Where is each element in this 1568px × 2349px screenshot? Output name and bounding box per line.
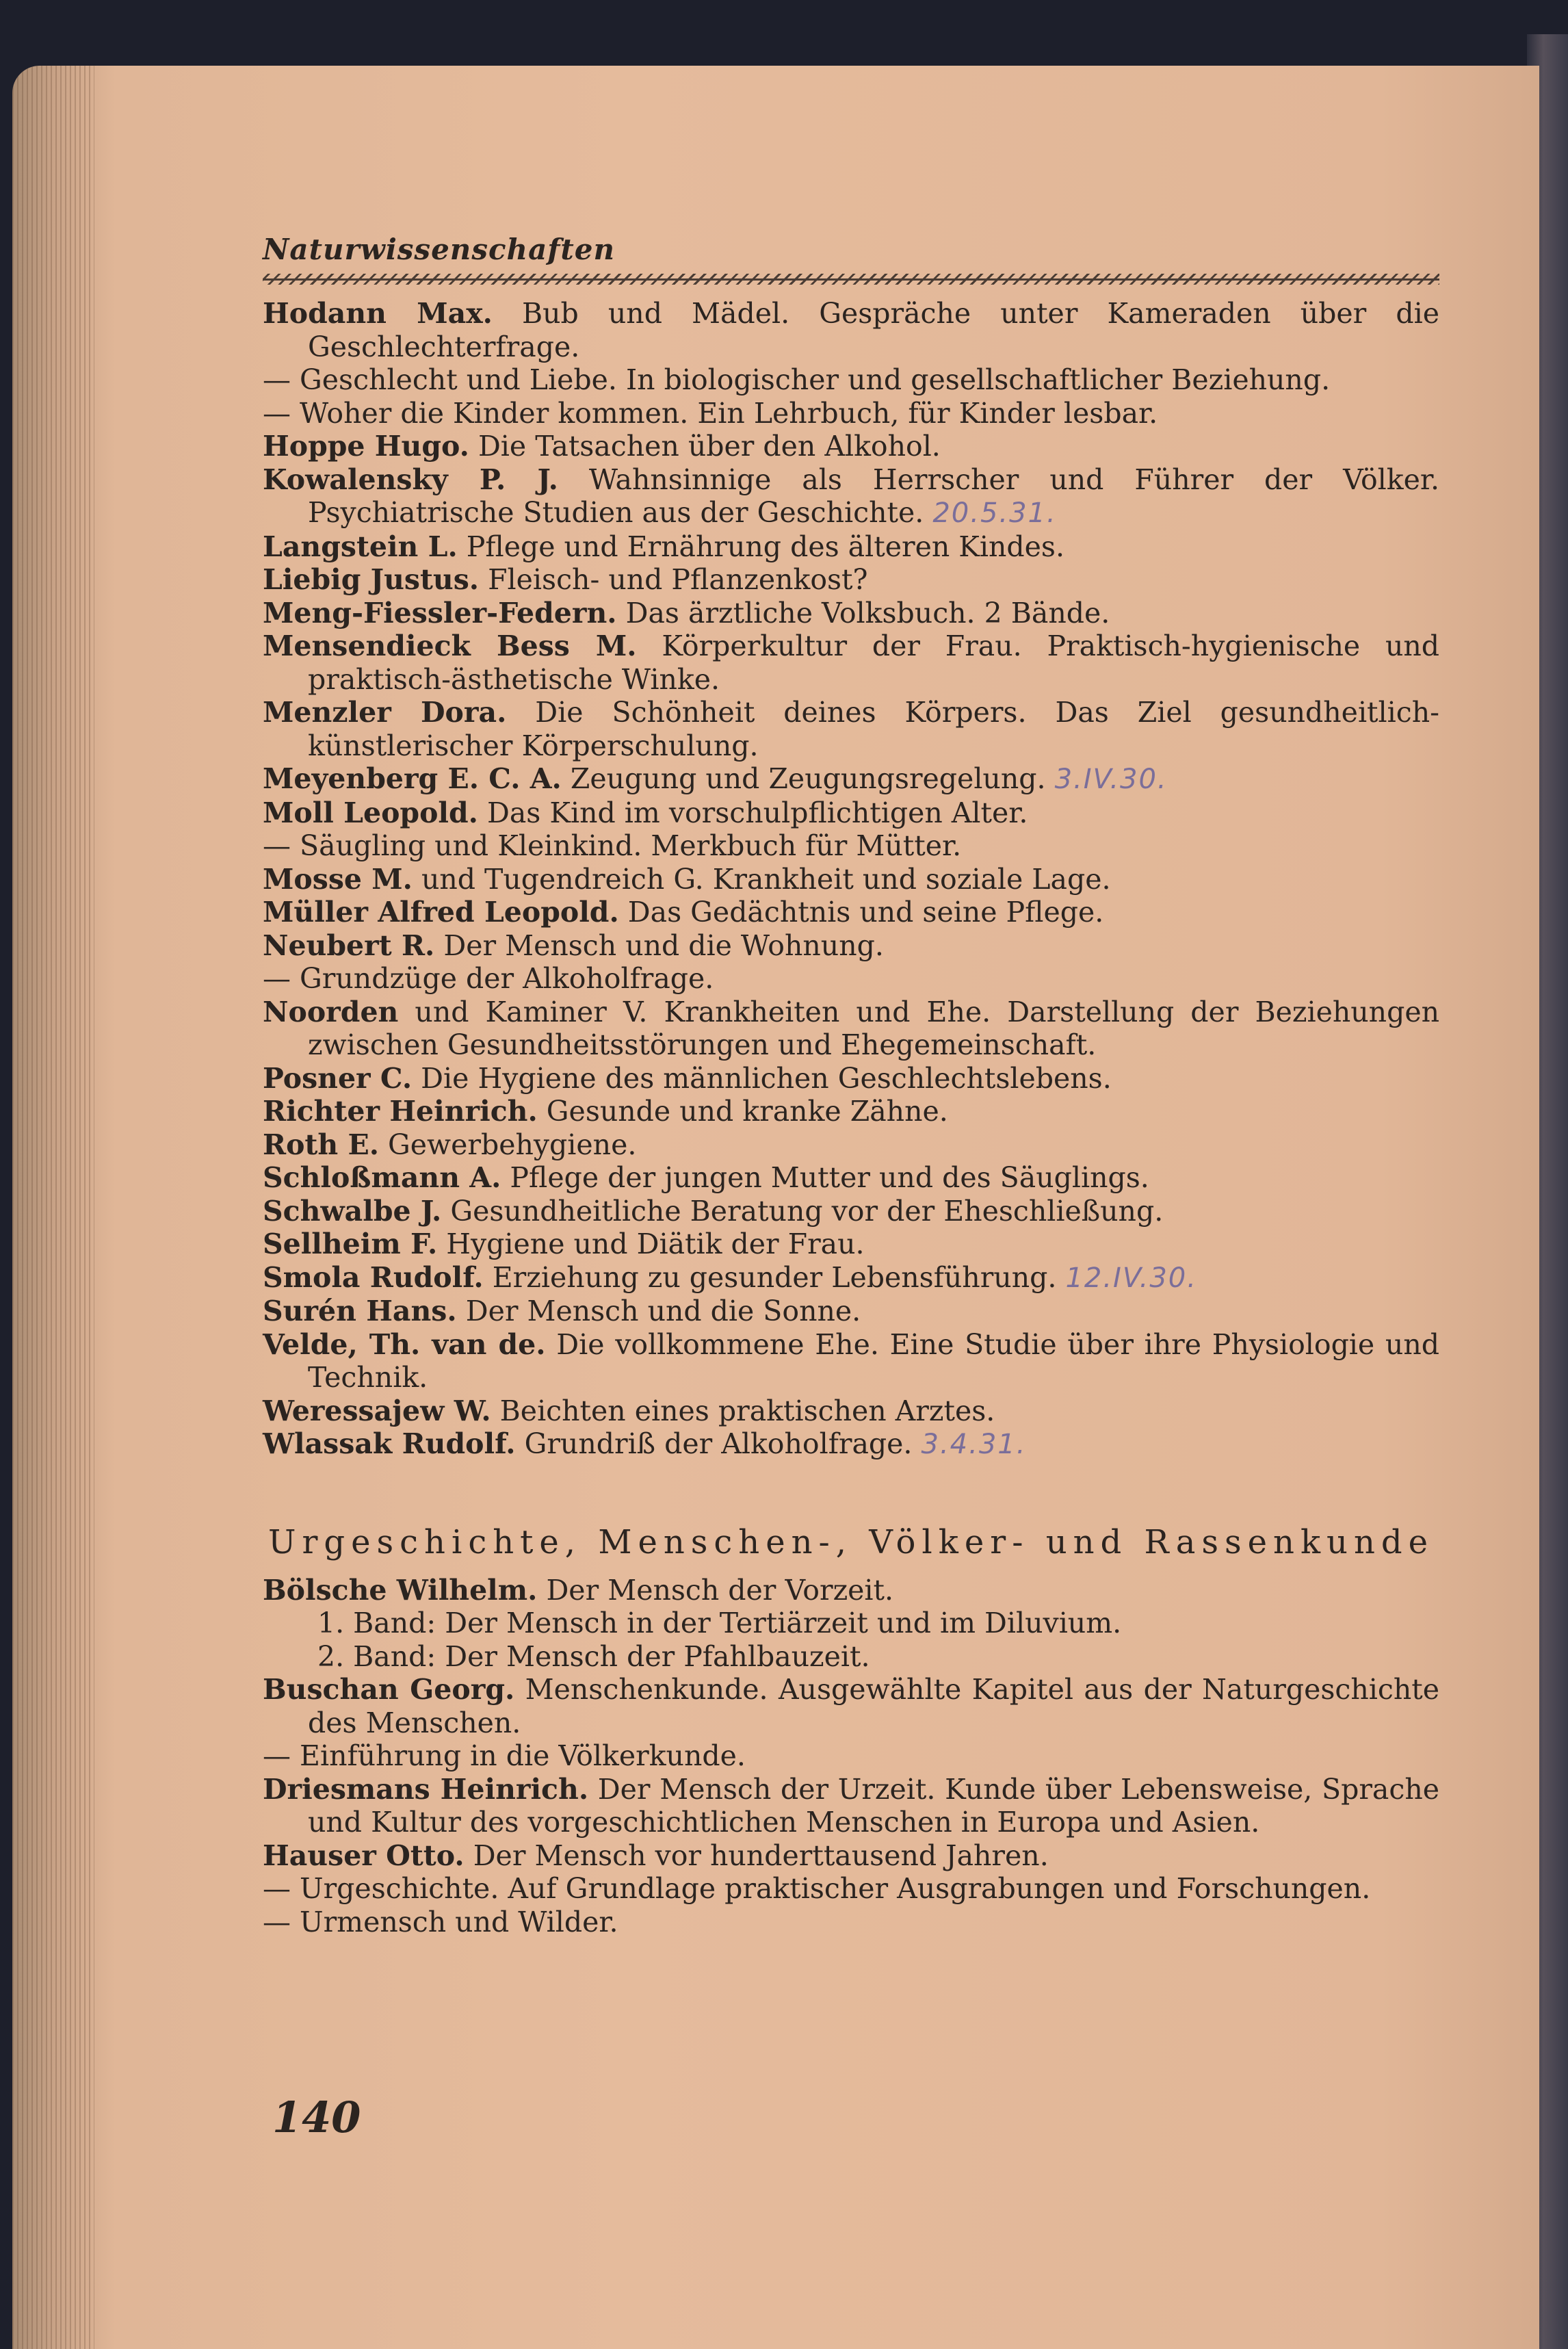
entry-title: Woher die Kinder kommen. Ein Lehrbuch, für Kinder lesbar. [291,396,1158,430]
list-item [263,1394,1439,1428]
list-item [263,1673,1439,1739]
entry-title: Das Gedächtnis und seine Pflege. [618,896,1104,929]
entry-author: Noorden [263,995,399,1028]
entry-list-naturwissenschaften [263,297,1439,1462]
entry-author: Posner C. [263,1061,413,1095]
entry-author: Wlassak Rudolf. [263,1427,516,1460]
entry-title: Gewerbehygiene. [378,1128,637,1161]
section-title: Urgeschichte, Menschen-, Völker- und Rassenkunde [268,1522,1434,1561]
list-item [263,1574,1439,1607]
list-item [263,829,1439,863]
page-content [263,233,1439,1938]
entry-title: Die Tatsachen über den Alkohol. [469,430,941,463]
list-item [263,530,1439,564]
list-item [263,929,1439,963]
entry-title: Säugling und Kleinkind. Merkbuch für Mütter. [291,829,962,862]
list-item [263,996,1439,1062]
ditto-dash: — [263,829,291,862]
entry-author: Bölsche Wilhelm. [263,1573,538,1607]
list-item [263,1839,1439,1873]
list-item [263,1261,1439,1295]
entry-author: Mosse M. [263,862,413,896]
entry-author: Meyenberg E. C. A. [263,762,562,795]
entry-author: Surén Hans. [263,1295,457,1327]
list-item: — Einführung in die Völkerkunde. [263,1739,746,1772]
page-number: 140 [272,2092,361,2142]
entry-title: Grundzüge der Alkoholfrage. [291,962,714,995]
entry-title: Gesunde und kranke Zähne. [537,1095,948,1128]
entry-title: Das ärztliche Volksbuch. 2 Bände. [616,596,1110,630]
entry-title: Pflege der jungen Mutter und des Säuglings. [501,1161,1149,1194]
entry-author: Smola Rudolf. [263,1260,484,1294]
list-item [263,563,1439,597]
entry-title: Urgeschichte. Auf Grundlage praktischer Ausgrabungen und Forschungen. [291,1872,1371,1905]
entry-title: Beichten eines praktischen Arztes. [491,1394,995,1427]
entry-title: Die Hygiene des männlichen Geschlechtslebens. [412,1061,1112,1095]
entry-title: Gesundheitliche Beratung vor der Eheschließung. [441,1194,1164,1228]
entry-author: Hodann Max. [263,297,493,330]
entry-author: Meng-Fiessler-Federn. [263,596,617,630]
list-item [263,1161,1439,1195]
entry-title: Der Mensch und die Wohnung. [434,929,884,962]
entry-author: Müller Alfred Leopold. [263,896,619,929]
list-item: — Urmensch und Wilder. [263,1905,618,1938]
list-item [263,1062,1439,1095]
entry-author: Driesmans Heinrich. [263,1772,589,1806]
list-item: — Urgeschichte. Auf Grundlage praktischer Ausgrabungen und Forschungen. [263,1872,1371,1905]
list-item [263,597,1439,630]
list-item [263,762,1439,796]
entry-title: Fleisch- und Pflanzenkost? [479,563,868,596]
entry-title: Grundriß der Alkoholfrage. [515,1427,913,1460]
entry-title: Menschenkunde. Ausgewählte Kapitel aus der Naturgeschichte des Menschen. [308,1673,1439,1739]
list-item [263,1095,1439,1128]
entry-title: Geschlecht und Liebe. In biologischer und gesellschaftlicher Beziehung. [291,363,1331,396]
entry-author: Buschan Georg. [263,1673,515,1706]
entry-author: Roth E. [263,1128,379,1161]
entry-title: Hygiene und Diätik der Frau. [437,1228,865,1260]
entry-title: Der Mensch der Urzeit. Kunde über Lebensweise, Sprache und Kultur des vorgeschichtlichen Menschen in Europa und Asien. [308,1772,1439,1839]
entry-author: Liebig Justus. [263,563,480,596]
entry-title: Das Kind im vorschulpflichtigen Alter. [478,796,1028,829]
entry-author: Kowalensky P. J. [263,463,558,496]
list-item [263,796,1439,830]
entry-title: Der Mensch und die Sonne. [456,1295,861,1327]
entry-title: Bub und Mädel. Gespräche unter Kameraden über die Geschlechterfrage. [308,297,1439,363]
list-item [263,1427,1439,1462]
entry-title: und Kaminer V. Krankheiten und Ehe. Darstellung der Beziehungen zwischen Gesundheitsstörungen und Ehegemeinschaft. [308,995,1439,1061]
entry-title: Pflege und Ernährung des älteren Kindes. [457,530,1064,563]
list-item [263,896,1439,929]
list-item [263,1228,1439,1261]
entry-author: Menzler Dora. [263,696,507,729]
list-item-sub: 2. Band: Der Mensch der Pfahlbauzeit. [317,1639,870,1673]
entry-title: Urmensch und Wilder. [291,1905,618,1938]
entry-author: Hoppe Hugo. [263,430,469,463]
running-head: Naturwissenschaften [263,233,616,266]
ditto-dash: — [263,363,291,396]
entry-author: Mensendieck Bess M. [263,630,637,662]
page-stack-edges [12,66,94,2349]
list-item [263,463,1439,530]
entry-title: Der Mensch vor hunderttausend Jahren. [464,1839,1049,1872]
entry-author: Neubert R. [263,929,435,962]
list-item [263,297,1439,363]
entry-author: Schwalbe J. [263,1194,442,1228]
list-item [263,397,1439,430]
entry-author: Schloßmann A. [263,1161,501,1194]
ornamental-rule [263,274,1439,285]
list-item [263,962,1439,996]
entry-title: Zeugung und Zeugungsregelung. [561,762,1046,795]
list-item [263,1195,1439,1228]
entry-title: Die Schönheit deines Körpers. Das Ziel gesundheitlich-künstlerischer Körperschulung. [308,696,1439,762]
list-item [263,1328,1439,1394]
list-item [263,696,1439,762]
entry-title: Die vollkommene Ehe. Eine Studie über ihre Physiologie und Technik. [308,1327,1439,1394]
entry-title: Körperkultur der Frau. Praktisch-hygienische und praktisch-ästhetische Winke. [308,630,1439,696]
entry-author: Moll Leopold. [263,796,478,829]
entry-author: Sellheim F. [263,1228,438,1260]
entry-author: Weressajew W. [263,1394,491,1427]
entry-title: Der Mensch der Vorzeit. [537,1573,894,1607]
entry-author: Hauser Otto. [263,1839,465,1872]
handwritten-date-note: 20.5.31. [932,497,1057,529]
list-item [263,430,1439,463]
list-item [263,1128,1439,1162]
entry-author: Langstein L. [263,530,458,563]
ditto-dash: — [263,396,291,430]
entry-title: Erziehung zu gesunder Lebensführung. [483,1260,1057,1294]
list-item [263,1295,1439,1328]
list-item [263,863,1439,896]
entry-author: Richter Heinrich. [263,1095,538,1128]
entry-title: Wahnsinnige als Herrscher und Führer der Völker. Psychiatrische Studien aus der Geschichte. [308,463,1439,529]
list-item-sub: 1. Band: Der Mensch in der Tertiärzeit und im Diluvium. [317,1607,1122,1639]
list-item [263,1773,1439,1839]
handwritten-date-note: 3.4.31. [921,1429,1027,1460]
ditto-dash: — [263,962,291,995]
entry-title: Einführung in die Völkerkunde. [291,1739,746,1772]
handwritten-date-note: 3.IV.30. [1054,764,1168,795]
entry-list-urgeschichte [263,1574,1439,1939]
list-item [263,630,1439,696]
handwritten-date-note: 12.IV.30. [1065,1262,1197,1294]
entry-author: Velde, Th. van de. [263,1327,546,1361]
list-item [263,363,1439,397]
entry-title: und Tugendreich G. Krankheit und soziale Lage. [412,862,1111,896]
